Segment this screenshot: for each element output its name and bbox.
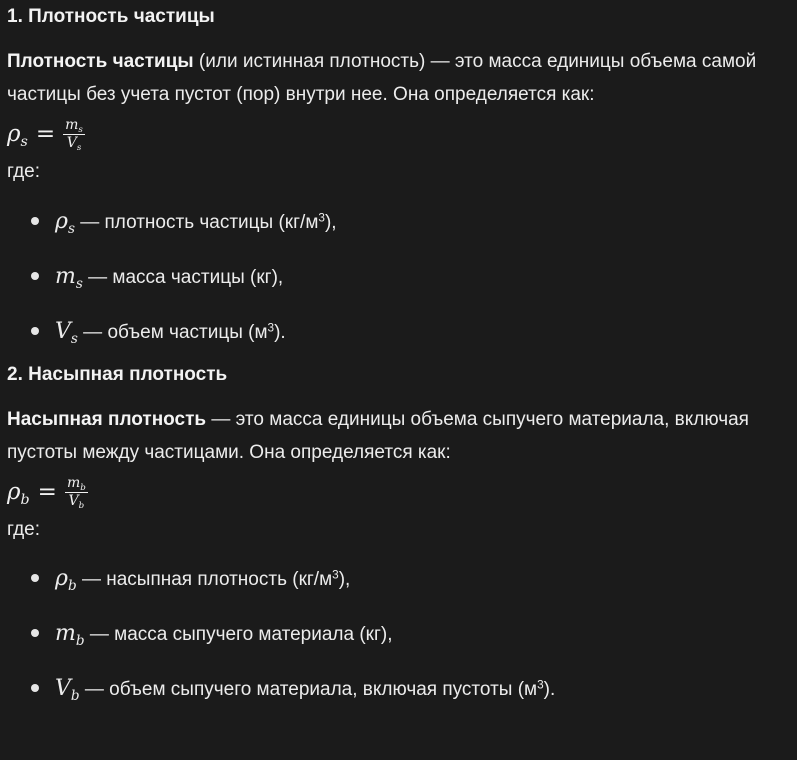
bullet-icon [31,327,39,335]
bullet-icon [31,684,39,692]
section-2-heading: 2. Насыпная плотность [7,364,228,385]
section-1-description: (или истинная плотность) — это масса единицы объема самой частицы без учета пустот (пор) внутри нее. Она определяется как: [7,51,757,105]
list-item: $V_s$ — объем частицы $(м^3)$. [7,304,793,359]
variable-symbol: $\rho_b$ [55,566,77,594]
section-2-formula [7,469,793,515]
section-1-paragraph [7,45,793,111]
bullet-icon [31,629,39,637]
formula-denominator: $V_s$ [66,134,82,153]
section-2-list [7,551,793,716]
variable-symbol: $m_s$ [55,264,83,292]
variable-symbol: $V_s$ [55,319,78,347]
bullet-icon [31,574,39,582]
formula-denominator: $V_b$ [68,492,85,511]
section-2-description: — это масса единицы объема сыпучего материала, включая пустоты между частицами. Она определяется как: [7,409,749,463]
list-item: $V_b$ — объем сыпучего материала, включая пустоты $(м^3)$. [7,661,793,716]
formula-lhs: $\rho_b$ [7,479,30,508]
section-2-term: Насыпная плотность [7,409,207,430]
section-1-formula [7,111,793,157]
formula-fraction [65,476,88,509]
section-1-heading: 1. Плотность частицы [7,6,215,27]
bullet-icon [31,217,39,225]
section-2-paragraph [7,403,793,469]
section-1-list [7,194,793,359]
variable-symbol: $m_b$ [55,621,85,649]
section-1-term: Плотность частицы [7,51,194,72]
variable-symbol: $\rho_s$ [55,209,75,237]
bullet-icon [31,272,39,280]
list-item: $m_s$ — масса частицы (кг), [7,249,793,304]
document-content [7,0,793,716]
list-item: $\rho_b$ — насыпная плотность $(кг/м^3)$, [7,551,793,606]
section-2-where: где: [7,519,41,540]
variable-symbol: $V_b$ [55,676,80,704]
list-item: $\rho_s$ — плотность частицы $(кг/м^3)$, [7,194,793,249]
formula-lhs: $\rho_s$ [7,121,28,150]
list-item: $m_b$ — масса сыпучего материала (кг), [7,606,793,661]
formula-numerator: $m_b$ [66,474,86,493]
formula-equals: = [37,479,57,505]
formula-fraction [63,118,85,151]
formula-equals: = [35,121,56,147]
formula-numerator: $m_s$ [65,116,83,135]
section-1-where: где: [7,161,41,182]
